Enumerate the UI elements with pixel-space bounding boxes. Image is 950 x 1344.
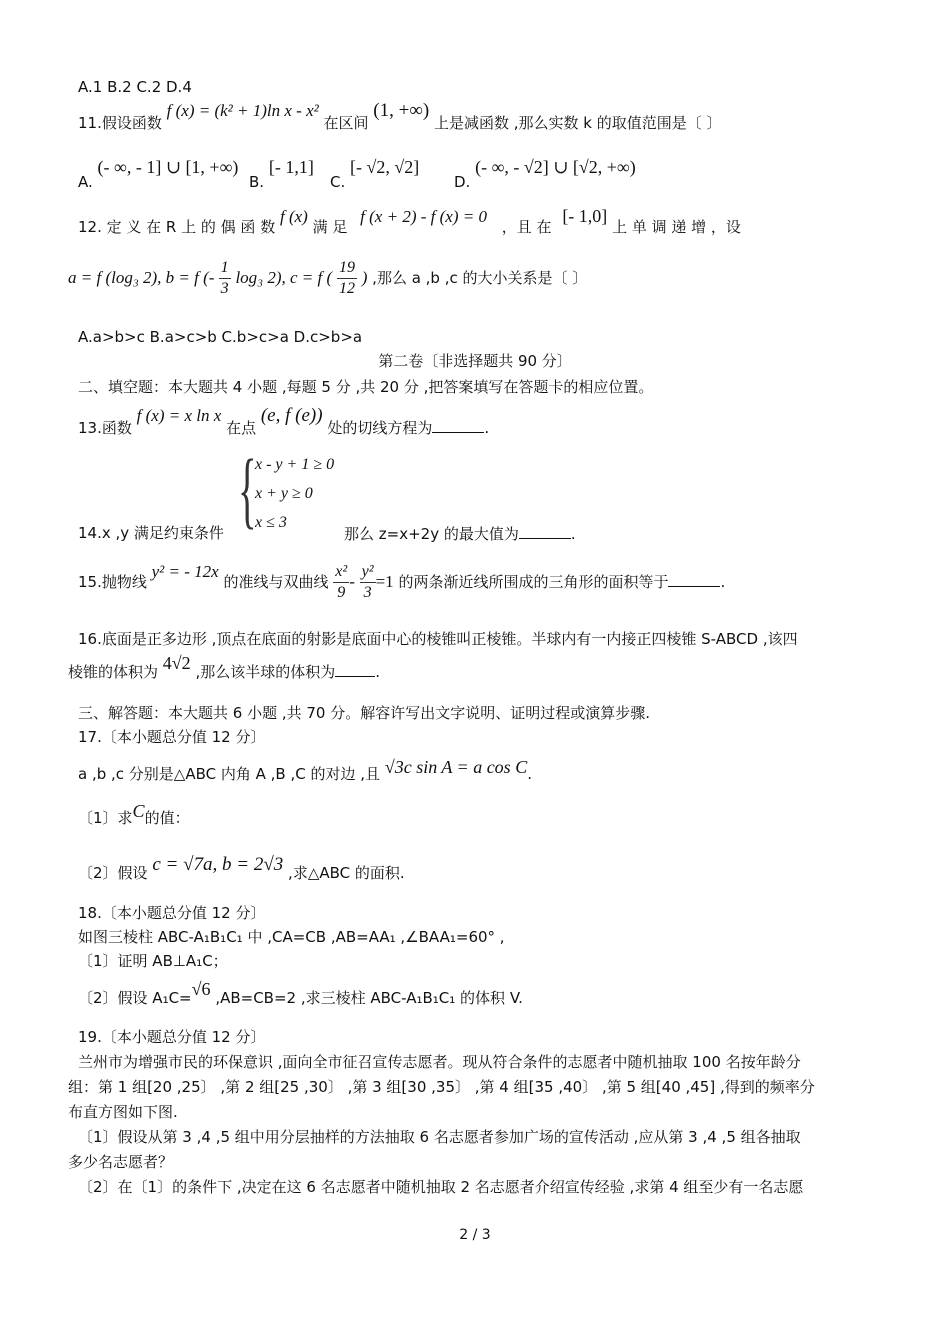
q12-options: A.a>b>c B.a>c>b C.b>c>a D.c>b>a	[78, 328, 363, 346]
q15-minus: -	[349, 572, 355, 591]
q19-line-1: 兰州市为增强市民的环保意识 ,面向全市征召宣传志愿者。现从符合条件的志愿者中随机抽取 100 名按年龄分	[78, 1053, 801, 1071]
q13	[78, 405, 490, 439]
q11-option-c	[330, 157, 420, 193]
q15	[78, 558, 725, 606]
q15-suffix: 的两条渐近线所围成的三角形的面积等于	[398, 573, 669, 591]
q12-interval: [- 1,0]	[562, 206, 608, 226]
section3-heading: 三、解答题：本大题共 6 小题 ,共 70 分。解容许写出文字说明、证明过程或演算步骤.	[78, 704, 651, 722]
q15-mid: 的准线与双曲线	[223, 573, 329, 591]
q18-part2-suffix: ,AB=CB=2 ,求三棱柱 ABC-A₁B₁C₁ 的体积 V.	[215, 989, 523, 1007]
q12-condition: f (x + 2) - f (x) = 0	[360, 207, 487, 226]
q14-constraint-1: x - y + 1 ≥ 0	[255, 456, 335, 473]
q12-third-den: 3	[220, 280, 229, 297]
q12-c-num: 19	[337, 258, 357, 279]
q11-function: f (x) = (k² + 1)ln x - x²	[166, 101, 319, 120]
q14-suffix: 那么 z=x+2y 的最大值为	[344, 525, 519, 543]
q12-part4: 上 单 调 递 增 ，设	[612, 218, 741, 236]
q12-fraction-third	[219, 258, 231, 299]
q11-option-c-value: [- √2, √2]	[350, 157, 420, 177]
q11-mid: 在区间	[323, 114, 369, 132]
q11-prefix: 11.假设函数	[78, 114, 162, 132]
q15-end: .	[720, 573, 726, 591]
q15-y-den: 3	[363, 584, 372, 601]
q15-fraction-x	[333, 562, 349, 603]
q12-stem	[78, 206, 741, 238]
q12-third-num: 1	[219, 258, 231, 279]
q16-volume: 4√2	[162, 653, 191, 673]
q12-part1: 12. 定 义 在 R 上 的 偶 函 数	[78, 218, 276, 236]
q16-line-1: 16.底面是正多边形 ,顶点在底面的射影是底面中心的棱锥叫正棱锥。半球内有一内接正四棱锥 S-ABCD ,该四	[78, 630, 798, 648]
q10-options: A.1 B.2 C.2 D.4	[78, 78, 192, 96]
q12-part2: 满 足	[312, 218, 348, 236]
q11-option-d-label: D.	[454, 173, 471, 191]
q15-equals-one: =1	[375, 572, 394, 591]
q12-fraction-c	[337, 258, 357, 299]
q11-suffix: 上是减函数 ,那么实数 k 的取值范围是〔 〕	[434, 114, 722, 132]
q17-part-1	[78, 801, 190, 829]
q12-expressions	[68, 253, 587, 303]
q15-answer-blank	[668, 570, 720, 587]
page-number: 2 / 3	[459, 1227, 491, 1243]
q19-line-5: 多少名志愿者？	[68, 1153, 174, 1171]
q17-part1-variable: C	[132, 801, 145, 821]
part2-title: 第二卷〔非选择题共 90 分〕	[378, 352, 572, 370]
q17-part-2	[78, 854, 405, 884]
q15-parabola: y² = - 12x	[151, 562, 219, 581]
q14-tail	[344, 522, 576, 545]
q16-answer-blank	[335, 660, 375, 677]
q19-line-6: 〔2〕在〔1〕的条件下 ,决定在这 6 名志愿者中随机抽取 2 名志愿者介绍宣传经验 ,求第 4 组至少有一名志愿	[78, 1178, 804, 1196]
q17-part1-suffix: 的值：	[144, 809, 190, 827]
q11-option-d-value: (- ∞, - √2] ∪ [√2, +∞)	[475, 157, 636, 177]
q16-line-2	[68, 653, 381, 683]
q17-intro-text: a ,b ,c 分别是△ABC 内角 A ,B ,C 的对边 ,且	[78, 765, 381, 783]
q13-function: f (x) = x ln x	[136, 406, 222, 425]
q15-x-den: 9	[337, 584, 346, 601]
q17-title: 17.〔本小题总分值 12 分〕	[78, 728, 266, 746]
q15-x-num: x²	[333, 562, 349, 583]
q19-line-2: 组：第 1 组[20 ,25〕 ,第 2 组[25 ,30〕 ,第 3 组[30 ,35〕 ,第 4 组[35 ,40〕 ,第 5 组[40 ,45] ,得到的频率分	[68, 1078, 815, 1096]
q14-constraint-3: x ≤ 3	[255, 514, 287, 531]
q12-expr-c: )	[361, 268, 368, 287]
q13-prefix: 13.函数	[78, 419, 132, 437]
q11-option-a-value: (- ∞, - 1] ∪ [1, +∞)	[97, 157, 239, 177]
q11-option-b-value: [- 1,1]	[268, 157, 314, 177]
q11-option-d	[454, 157, 636, 193]
q19-title: 19.〔本小题总分值 12 分〕	[78, 1028, 266, 1046]
q11-stem	[78, 100, 722, 134]
q12-part3: ，且 在	[501, 218, 552, 236]
q14-answer-blank	[519, 522, 571, 539]
q13-suffix: 处的切线方程为	[327, 419, 433, 437]
q11-option-b-label: B.	[249, 173, 265, 191]
q17-part2-equation: c = √7a, b = 2√3	[152, 854, 284, 875]
q13-end: .	[484, 419, 490, 437]
q16-prefix: 棱锥的体积为	[68, 663, 159, 681]
q15-prefix: 15.抛物线	[78, 573, 147, 591]
q14-prefix: 14.x ,y 满足约束条件	[78, 524, 224, 542]
q13-point: (e, f (e))	[260, 405, 323, 426]
q11-option-c-label: C.	[330, 173, 346, 191]
q12-expr-b: log₃ 2), c = f (	[235, 268, 333, 287]
q18-part2-value: √6	[191, 979, 211, 999]
q17-intro-end: .	[527, 765, 532, 783]
q14-constraint-2: x + y ≥ 0	[255, 485, 313, 502]
q16-suffix: ,那么该半球的体积为	[195, 663, 336, 681]
q12-expr-a: a = f (log₃ 2), b = f (-	[68, 268, 219, 287]
q16-end: .	[375, 663, 381, 681]
q18-part-1: 〔1〕证明 AB⊥A₁C；	[78, 952, 228, 970]
q15-y-num: y²	[360, 562, 376, 583]
q18-title: 18.〔本小题总分值 12 分〕	[78, 904, 266, 922]
q13-mid: 在点	[226, 419, 257, 437]
q17-equation: √3c sin A = a cos C	[384, 757, 528, 777]
q11-interval: (1, +∞)	[373, 100, 430, 121]
q11-option-a-label: A.	[78, 173, 93, 191]
q12-tail: ,那么 a ,b ,c 的大小关系是〔 〕	[372, 269, 588, 287]
q19-line-4: 〔1〕假设从第 3 ,4 ,5 组中用分层抽样的方法抽取 6 名志愿者参加广场的宣传活动 ,应从第 3 ,4 ,5 组各抽取	[78, 1128, 801, 1146]
q14-end: .	[570, 525, 576, 543]
q11-option-a	[78, 157, 239, 193]
q18-part-2	[78, 979, 523, 1009]
section2-heading: 二、填空题：本大题共 4 小题 ,每题 5 分 ,共 20 分 ,把答案填写在答题卡的相应位置。	[78, 378, 654, 396]
q15-fraction-y	[360, 562, 376, 603]
q17-part2-prefix: 〔2〕假设	[78, 864, 148, 882]
q17-part1-prefix: 〔1〕求	[78, 809, 133, 827]
q19-line-3: 布直方图如下图.	[68, 1103, 178, 1121]
q12-c-den: 12	[338, 280, 355, 297]
q17-intro	[78, 757, 532, 785]
q12-f: f (x)	[279, 207, 308, 226]
q13-answer-blank	[432, 416, 484, 433]
q17-part2-suffix: ,求△ABC 的面积.	[288, 864, 405, 882]
q14-brace: {	[238, 441, 257, 537]
q11-option-b	[249, 157, 314, 193]
q18-part2-prefix: 〔2〕假设 A₁C=	[78, 989, 192, 1007]
q18-intro: 如图三棱柱 ABC-A₁B₁C₁ 中 ,CA=CB ,AB=AA₁ ,∠BAA₁=60° ,	[78, 928, 505, 946]
